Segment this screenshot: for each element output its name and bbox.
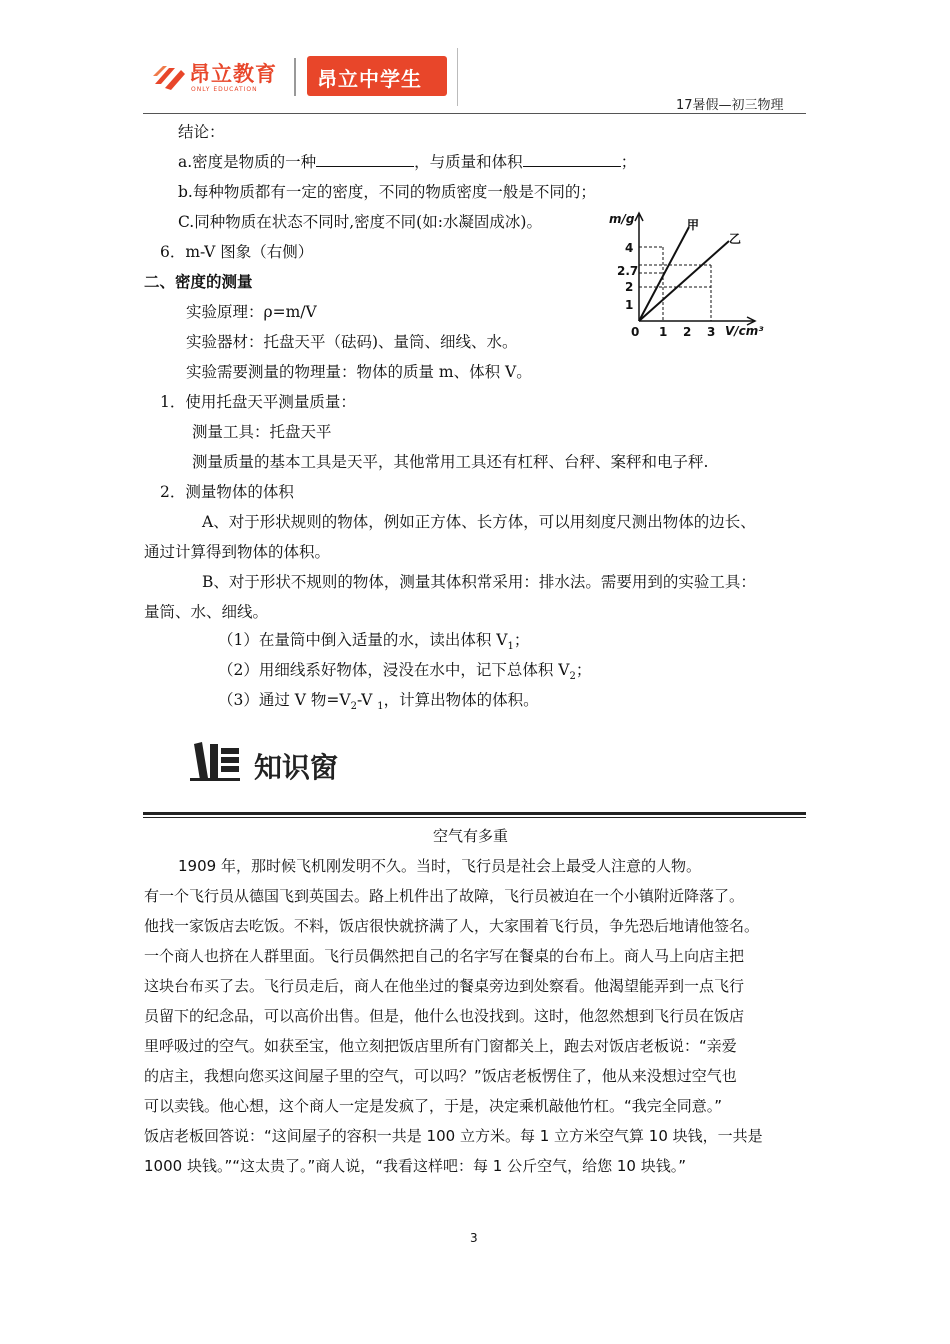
conclusion-a-part3: ；	[620, 153, 637, 171]
step-3-mid: -V	[356, 691, 378, 709]
story-line: 他找一家饭店去吃饭。不料，饭店很快就挤满了人，大家围着飞行员，争先恐后地请他签名。	[144, 917, 760, 935]
story-line: 饭店老板回答说：“这间屋子的容积一共是 100 立方米。每 1 立方米空气算 10 块钱，一共是	[144, 1127, 763, 1145]
item2-B-line2: 量筒、水、细线。	[144, 603, 269, 621]
story-line: 有一个飞行员从德国飞到英国去。路上机件出了故障，飞行员被迫在一个小镇附近降落了。	[144, 887, 745, 905]
story-line: 员留下的纪念品，可以高价出售。但是，他什么也没找到。这时，他忽然想到飞行员在饭店	[144, 1007, 745, 1025]
story-line: 1000 块钱。”“这太贵了。”商人说，“我看这样吧：每 1 公斤空气，给您 10 块钱。”	[144, 1157, 687, 1175]
step-2	[218, 660, 591, 687]
x-tick-1: 1	[659, 325, 668, 339]
story-line: 一个商人也挤在人群里面。飞行员偶然把自己的名字写在餐桌的台布上。商人马上向店主把	[144, 947, 745, 965]
step-3	[218, 690, 539, 717]
knowledge-title: 知识窗	[254, 751, 339, 784]
step-3-sub2: 1	[377, 701, 384, 713]
step-2-end: ；	[575, 661, 592, 679]
graph-line2-label: 乙	[729, 232, 742, 246]
logo-brand-sub: ONLY EDUCATION	[191, 86, 258, 93]
story-title: 空气有多重	[433, 827, 509, 845]
step-1	[218, 630, 529, 657]
origin-label: 0	[631, 325, 640, 339]
logo-mark-icon	[151, 62, 187, 92]
x-tick-2: 2	[683, 325, 692, 339]
page-number: 3	[470, 1231, 478, 1245]
header-logo	[143, 48, 458, 106]
item2-B-line1: B、对于形状不规则的物体，测量其体积常采用：排水法。需要用到的实验工具：	[202, 573, 756, 591]
graph-xlabel: V/cm³	[725, 324, 764, 338]
conclusion-a	[178, 152, 636, 172]
mv-graph	[605, 205, 780, 340]
y-tick-4: 4	[625, 241, 634, 255]
step-1-sub: 1	[507, 641, 514, 653]
y-tick-1: 1	[625, 298, 634, 312]
step-2-text: （2）用细线系好物体，浸没在水中，记下总体积 V	[218, 661, 570, 679]
header-rule	[143, 113, 806, 114]
story-line: 可以卖钱。他心想，这个商人一定是发疯了，于是，决定乘机敲他竹杠。“我完全同意。”	[144, 1097, 723, 1115]
story-line: 的店主，我想向您买这间屋子里的空气，可以吗？”饭店老板愣住了，他从来没想过空气也	[144, 1067, 737, 1085]
story-line: 里呼吸过的空气。如获至宝，他立刻把饭店里所有门窗都关上，跑去对饭店老板说：“亲爱	[144, 1037, 737, 1055]
conclusion-a-part1: a.密度是物质的一种	[178, 153, 317, 171]
graph-ylabel: m/g	[609, 212, 635, 226]
line-jia	[639, 227, 689, 321]
y-tick-2: 2	[625, 280, 634, 294]
step-1-end: ；	[513, 631, 530, 649]
item2-A-line1: A、对于形状规则的物体，例如正方体、长方体，可以用刻度尺测出物体的边长、	[202, 513, 756, 531]
conclusion-b: b.每种物质都有一定的密度，不同的物质密度一般是不同的；	[178, 183, 596, 201]
section2-title: 二、密度的测量	[144, 272, 253, 291]
books-icon	[188, 740, 242, 782]
conclusion-a-part2: ，与质量和体积	[414, 153, 523, 171]
x-tick-3: 3	[707, 325, 716, 339]
y-tick-2-7: 2.7	[617, 264, 639, 278]
item1-title: 1．使用托盘天平测量质量：	[160, 393, 356, 411]
step-3-sub1: 2	[350, 701, 357, 713]
item1-tool: 测量工具：托盘天平	[192, 423, 332, 441]
step-2-sub: 2	[569, 671, 576, 683]
graph-line1-label: 甲	[687, 218, 700, 232]
line-yi	[639, 241, 729, 321]
item1-desc: 测量质量的基本工具是天平，其他常用工具还有杠秤、台秤、案秤和电子秤.	[192, 453, 709, 471]
knowledge-rule-thin	[143, 817, 806, 818]
logo-brand-text: 昂立教育	[189, 62, 277, 86]
course-label: 17暑假—初三物理	[676, 98, 784, 113]
principle: 实验原理：ρ=m/V	[186, 303, 317, 321]
step-3-text: （3）通过 V 物=V	[218, 691, 351, 709]
quantities: 实验需要测量的物理量：物体的质量 m、体积 V。	[186, 363, 532, 381]
story-line: 这块台布买了去。飞行员走后，商人在他坐过的餐桌旁边到处察看。他渴望能弄到一点飞行	[144, 977, 745, 995]
item-6: 6．m-V 图象（右侧）	[160, 243, 314, 261]
logo-divider	[294, 58, 296, 96]
knowledge-rule-thick	[143, 812, 806, 815]
item2-title: 2．测量物体的体积	[160, 483, 294, 501]
step-3-end: ，计算出物体的体积。	[383, 691, 539, 709]
blank-1	[316, 152, 414, 167]
equipment: 实验器材：托盘天平（砝码)、量筒、细线、水。	[186, 333, 518, 351]
item2-A-line2: 通过计算得到物体的体积。	[144, 543, 331, 561]
step-1-text: （1）在量筒中倒入适量的水，读出体积 V	[218, 631, 508, 649]
blank-2	[523, 152, 621, 167]
story-line: 1909 年，那时候飞机刚发明不久。当时，飞行员是社会上最受人注意的人物。	[178, 857, 701, 875]
conclusion-title: 结论：	[178, 123, 225, 141]
conclusion-c: C.同种物质在状态不同时,密度不同(如:水凝固成冰)。	[178, 213, 542, 231]
logo-badge-text: 昂立中学生	[317, 67, 422, 91]
